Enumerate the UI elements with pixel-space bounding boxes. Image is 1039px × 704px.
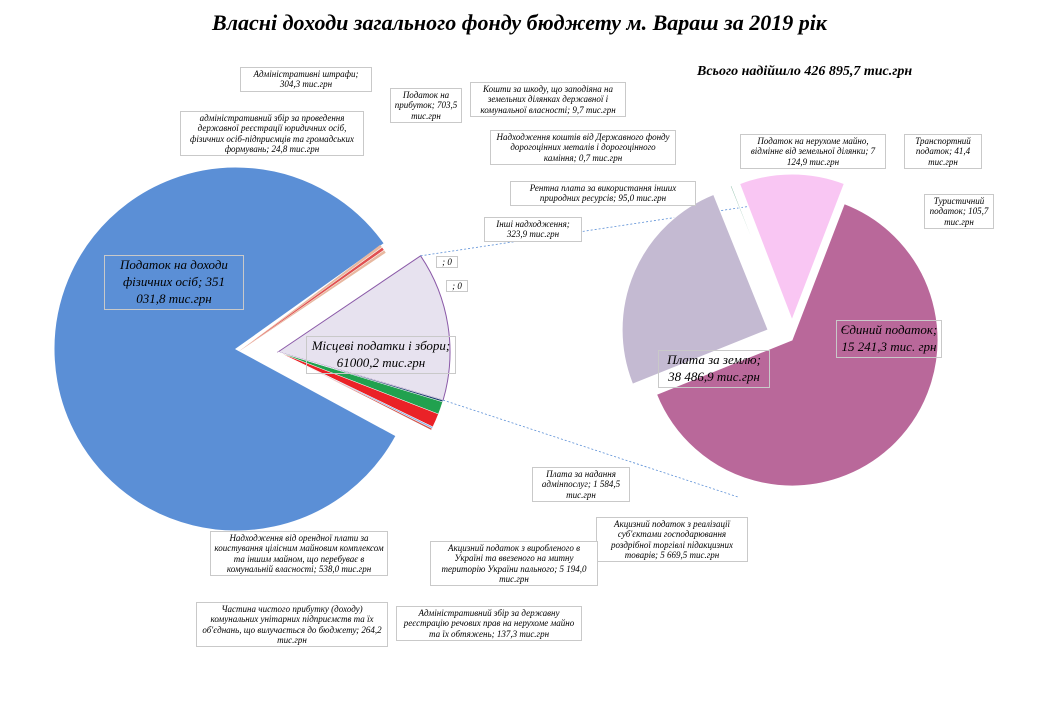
- label-land-damage: Кошти за шкоду, що заподіяна на земельних ділянках державної і комунальної власності; 9,7 тис.грн: [470, 82, 626, 117]
- label-resource-rent: Рентна плата за використання інших природних ресурсів; 95,0 тис.грн: [510, 181, 696, 206]
- label-zero-1: ; 0: [436, 256, 458, 268]
- chart-title: Власні доходи загального фонду бюджету м. Вараш за 2019 рік: [212, 10, 827, 35]
- label-property-tax: Податок на нерухоме майно, відмінне від земельної ділянки; 7 124,9 тис.грн: [740, 134, 886, 169]
- label-pdfo: Податок на доходи фізичних осіб; 351 031,8 тис.грн: [104, 255, 244, 310]
- label-admin-fines: Адміністративні штрафи; 304,3 тис.грн: [240, 67, 372, 92]
- total-received-label: Всього надійшло 426 895,7 тис.грн: [697, 64, 913, 79]
- label-zero-2: ; 0: [446, 280, 468, 292]
- label-precious-metals: Надходження коштів від Державного фонду дорогоцінних металів і дорогоцінного каміння; 0,7 тис.грн: [490, 130, 676, 165]
- label-land-payment: Плата за землю; 38 486,9 тис.грн: [658, 350, 770, 388]
- label-local-taxes: Місцеві податки і збори; 61000,2 тис.грн: [306, 336, 456, 374]
- label-excise-retail: Акцизний податок з реалізації суб'єктами господарювання роздрібної торгівлі підакцизних товарів; 5 669,5 тис.грн: [596, 517, 748, 562]
- label-profit-tax: Податок на прибуток; 703,5 тис.грн: [390, 88, 462, 123]
- label-admin-realty-fee: Адміністративний збір за державну реєстрацію речових прав на нерухоме майно та їх обтяжень; 137,3 тис.грн: [396, 606, 582, 641]
- label-admin-services: Плата за надання адмінпослуг; 1 584,5 тис.грн: [532, 467, 630, 502]
- label-other-revenue: Інші надходження; 323,9 тис.грн: [484, 217, 582, 242]
- label-tourist-tax: Туристичний податок; 105,7 тис.грн: [924, 194, 994, 229]
- label-property-lease: Надходження від орендної плати за коистування цілісним майновим комплексом та іншим майном, що перебуває в комунальній власності; 538,0 тис.грн: [210, 531, 388, 576]
- label-registration-fee: адміністративний збір за проведення державної реєстрації юридичних осіб, фізичних осіб-підприємців та громадських формувань; 24,8 тис.грн: [180, 111, 364, 156]
- label-transport-tax: Транспортний податок; 41,4 тис.грн: [904, 134, 982, 169]
- label-single-tax: Єдиний податок; 15 241,3 тис. грн: [836, 320, 942, 358]
- label-excise-fuel: Акцизний податок з виробленого в Україні та ввезеного на митну територію України пального; 5 194,0 тис.грн: [430, 541, 598, 586]
- label-profit-share: Частина чистого прибутку (доходу) комунальних унітарних підприємств та їх об'єднань, що вилучається до бюджету; 264,2 тис.грн: [196, 602, 388, 647]
